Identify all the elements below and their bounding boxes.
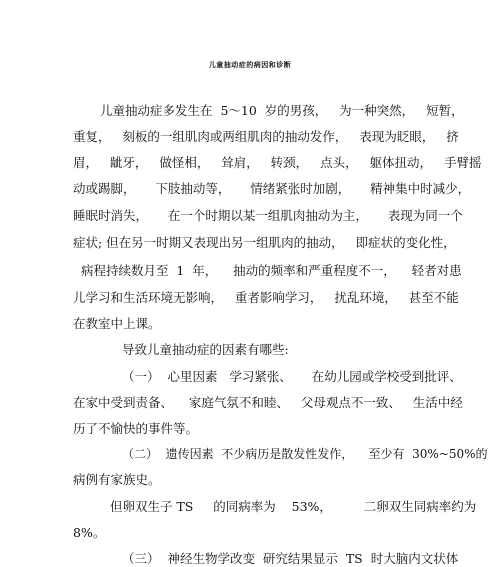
section-heading: 导致儿童抽动症的因素有哪些: (122, 342, 289, 357)
paragraph-line: （三） 神经生物学改变 研究结果显示 TS 时大脑内文状体 (122, 551, 459, 566)
paragraph-line: 睡眠时消失， 在一个时期以某一组肌肉抽动为主， 表现为同一个 (73, 208, 463, 223)
paragraph-line: 在教室中上课。 (73, 316, 161, 331)
paragraph-line: 症状; 但在另一时期又表现出另一组肌肉的抽动， 即症状的变化性， (73, 235, 456, 250)
paragraph-line: 儿童抽动症多发生在 5～10 岁的男孩， 为一种突然， 短暂， (100, 103, 464, 118)
paragraph-line: 病例有家族史。 (73, 472, 161, 487)
document-title: 儿童抽动症的病因和诊断 (208, 60, 292, 69)
paragraph-line: 重复， 刻板的一组肌肉或两组肌肉的抽动发作， 表现为眨眼， 挤 (73, 129, 459, 144)
paragraph-line: 病程持续数月至 1 年， 抽动的频率和严重程度不一， 轻者对患 (73, 263, 462, 278)
paragraph-line: 动或踢脚， 下肢抽动等， 情绪紧张时加剧， 精神集中时减少， (73, 181, 471, 196)
paragraph-line: 但卵双生子 TS 的同病率为 53%， 二卵双生同病率约为 (110, 499, 477, 514)
paragraph-line: 8%。 (73, 525, 106, 540)
paragraph-line: 眉， 龇牙， 做怪相， 耸肩， 转颈， 点头， 躯体扭动， 手臂摇 (73, 155, 482, 170)
paragraph-line: （二） 遗传因素 不少病历是散发性发作， 至少有 30%~50%的 (122, 447, 488, 461)
paragraph-line: 历了不愉快的事件等。 (73, 421, 199, 436)
paragraph-line: 在家中受到责备、 家庭气氛不和睦、 父母观点不一致、 生活中经 (73, 395, 463, 410)
paragraph-line: （一） 心里因素 学习紧张、 在幼儿园或学校受到批评、 (122, 369, 462, 384)
paragraph-line: 儿学习和生活环境无影响， 重者影响学习， 扰乱环境， 甚至不能 (73, 290, 459, 305)
